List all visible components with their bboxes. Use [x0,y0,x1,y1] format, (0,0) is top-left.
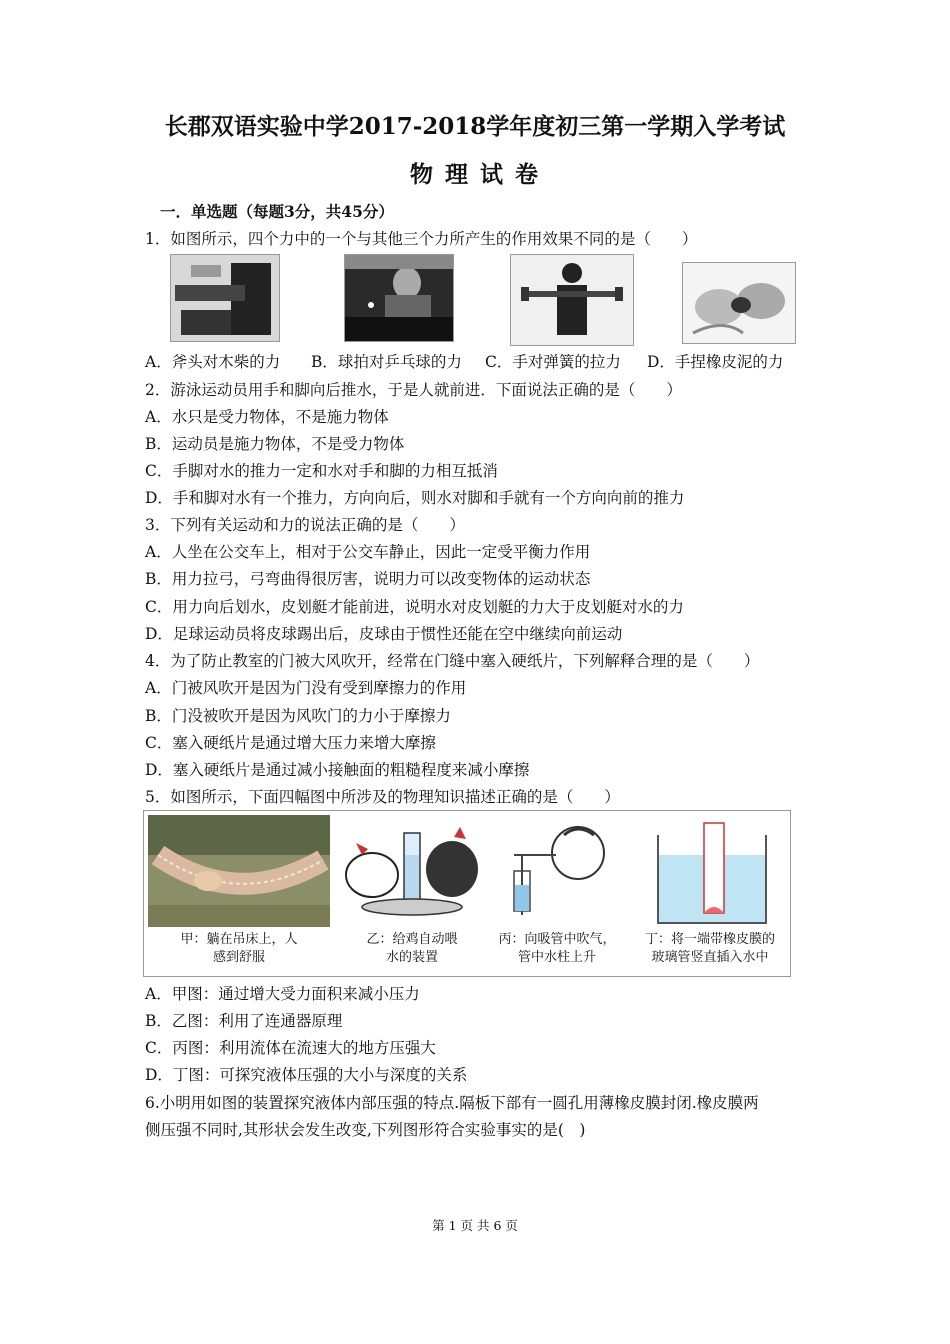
q6-stem-line2: 侧压强不同时,其形状会发生改变,下列图形符合实验事实的是( ) [145,1121,586,1139]
q3-option-b: B．用力拉弓，弓弯曲得很厉害，说明力可以改变物体的运动状态 [145,570,591,588]
q4-option-a: A．门被风吹开是因为门没有受到摩擦力的作用 [145,679,467,697]
q5-image-chickens [342,815,482,927]
q5-image-beaker [644,815,784,927]
q5-caption-bing: 丙：向吸管中吹气， 管中水柱上升 [498,932,616,965]
q5-caption-yi: 乙：给鸡自动喂 水的装置 [366,932,458,965]
q4-option-c: C．塞入硬纸片是通过增大压力来增大摩擦 [145,734,436,752]
q2-stem: 2．游泳运动员用手和脚向后推水，于是人就前进．下面说法正确的是（ ） [145,381,682,399]
q1-photo-clay [682,262,796,344]
q1-option-d: D．手捏橡皮泥的力 [647,353,784,371]
q2-option-a: A．水只是受力物体，不是施力物体 [145,408,389,426]
q4-option-d: D．塞入硬纸片是通过减小接触面的粗糙程度来减小摩擦 [145,761,530,779]
exam-subtitle: 物 理 试 卷 [409,161,541,188]
q5-caption-ding: 丁：将一端带橡皮膜的 玻璃管竖直插入水中 [644,932,775,965]
q1-photo-spring [510,254,634,346]
q6-stem-line1: 6.小明用如图的装置探究液体内部压强的特点.隔板下部有一圆孔用薄橡皮膜封闭.橡皮膜两 [145,1094,759,1112]
q1-option-b: B．球拍对乒乓球的力 [311,353,462,371]
q5-image-hammock [148,815,330,927]
q1-option-a: A．斧头对木柴的力 [145,353,281,371]
q1-stem: 1．如图所示，四个力中的一个与其他三个力所产生的作用效果不同的是（ ） [145,230,698,248]
page-number: 第 1 页 共 6 页 [432,1218,518,1233]
q1-photo-axe [170,254,280,342]
q4-option-b: B．门没被吹开是因为风吹门的力小于摩擦力 [145,707,451,725]
q5-option-c: C．丙图：利用流体在流速大的地方压强大 [145,1039,436,1057]
section-heading: 一．单选题（每题3分，共45分） [160,202,394,221]
q1-option-c: C．手对弹簧的拉力 [485,353,621,371]
q3-option-d: D．足球运动员将皮球踢出后，皮球由于惯性还能在空中继续向前运动 [145,625,623,643]
q5-option-b: B．乙图：利用了连通器原理 [145,1012,343,1030]
q5-option-d: D．丁图：可探究液体压强的大小与深度的关系 [145,1066,468,1084]
q2-option-d: D．手和脚对水有一个推力，方向向后，则水对脚和手就有一个方向向前的推力 [145,489,685,507]
q3-stem: 3．下列有关运动和力的说法正确的是（ ） [145,516,465,534]
q1-photo-pingpong [344,254,454,342]
q4-stem: 4．为了防止教室的门被大风吹开，经常在门缝中塞入硬纸片，下列解释合理的是（ ） [145,652,760,670]
q3-option-a: A．人坐在公交车上，相对于公交车静止，因此一定受平衡力作用 [145,543,591,561]
exam-title: 长郡双语实验中学2017-2018学年度初三第一学期入学考试 [164,113,786,140]
q3-option-c: C．用力向后划水，皮划艇才能前进，说明水对皮划艇的力大于皮划艇对水的力 [145,598,684,616]
q2-option-c: C．手脚对水的推力一定和水对手和脚的力相互抵消 [145,462,498,480]
q5-caption-jia: 甲：躺在吊床上，人 感到舒服 [180,932,298,965]
q5-option-a: A．甲图：通过增大受力面积来减小压力 [145,985,420,1003]
q5-stem: 5．如图所示，下面四幅图中所涉及的物理知识描述正确的是（ ） [145,788,620,806]
q5-image-straw [494,815,622,927]
q2-option-b: B．运动员是施力物体，不是受力物体 [145,435,405,453]
q5-figure [143,810,791,977]
